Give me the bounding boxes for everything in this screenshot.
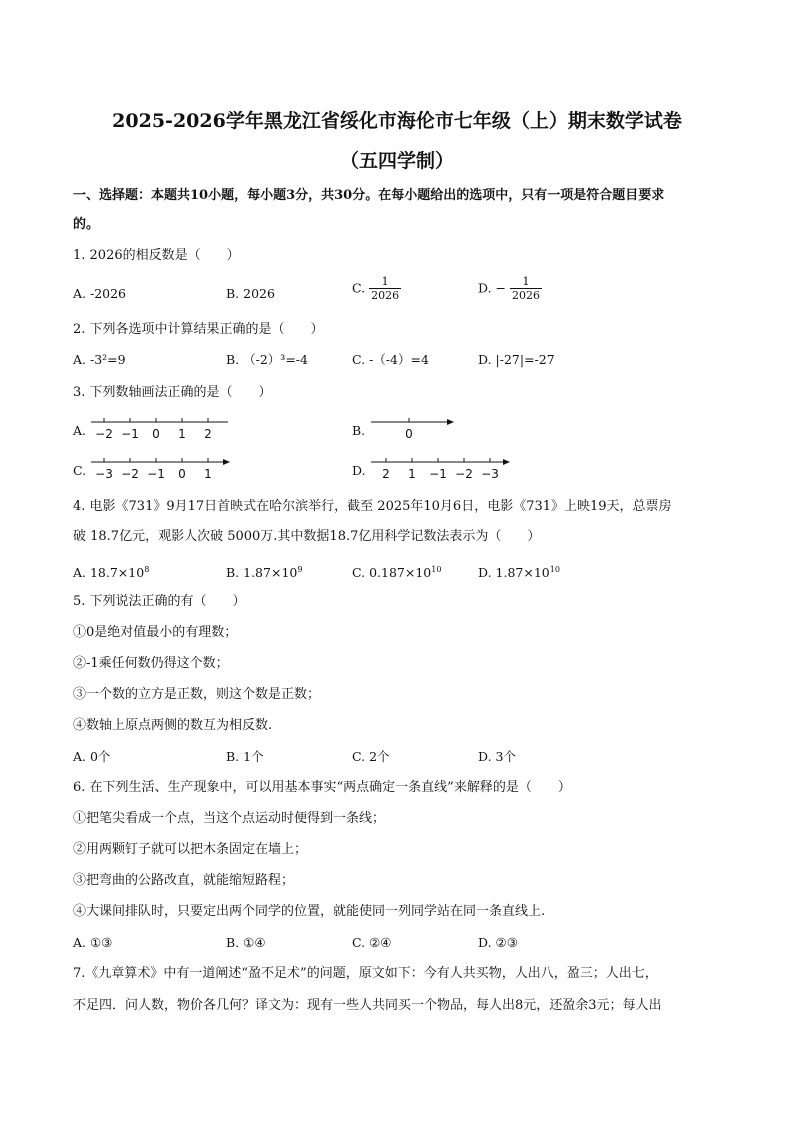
q4-stem-line1: 4. 电影《731》9月17日首映式在哈尔滨举行，截至 2025年10月6日，电影《731》上映19天，总票房 <box>73 499 672 514</box>
arrow-head <box>223 459 230 465</box>
q3-option-b-numberline <box>368 412 468 444</box>
q3-stem: 3. 下列数轴画法正确的是（ ） <box>73 385 272 400</box>
q2-stem: 2. 下列各选项中计算结果正确的是（ ） <box>73 322 324 337</box>
q2-option-d: D. |-27|=-27 <box>478 352 555 367</box>
arrow-head <box>503 459 510 465</box>
fraction-denominator: 2026 <box>511 289 540 302</box>
q5-option-b: B. 1个 <box>226 749 264 764</box>
q3-option-d-label: D. <box>352 463 366 478</box>
q1-option-d <box>478 275 542 302</box>
tick-label: −3 <box>95 467 113 481</box>
q7-stem-line1: 7.《九章算术》中有一道阐述“盈不足术”的问题，原文如下：今有人共买物，人出八，盈三；人出七， <box>73 966 658 981</box>
tick-label: −2 <box>455 467 473 481</box>
q5-option-a: A. 0个 <box>73 749 111 764</box>
tick-label: 2 <box>382 467 390 481</box>
fraction-numerator: 1 <box>522 275 530 288</box>
q4-option-b: B. $1.87\times 10^9$ <box>226 565 303 580</box>
q4-option-d: D. $1.87\times 10^{10}$ <box>478 565 560 580</box>
q5-statement-4: ④数轴上原点两侧的数互为相反数. <box>73 718 273 733</box>
q5-statement-3: ③一个数的立方是正数，则这个数是正数； <box>73 687 321 702</box>
page-subtitle: （五四学制） <box>339 150 454 172</box>
tick-label: −1 <box>121 427 139 441</box>
q7-stem-line2: 不足四．问人数，物价各几何？译文为：现有一些人共同买一个物品，每人出8元，还盈余3元；每人出 <box>73 998 662 1013</box>
q1-option-b: B. 2026 <box>226 286 275 301</box>
q3-option-d-numberline <box>368 452 518 484</box>
q1-option-c-fraction <box>369 275 401 302</box>
tick-label: 1 <box>178 427 186 441</box>
section-heading: 一、选择题：本题共10小题，每小题3分，共30分。在每小题给出的选项中，只有一项是符合题目要求 <box>73 188 665 203</box>
q2-option-c: C. -（-4）=4 <box>352 352 429 367</box>
q6-option-d: D. ②③ <box>478 935 518 950</box>
q5-option-c: C. 2个 <box>352 749 390 764</box>
fraction-denominator: 2026 <box>371 289 400 302</box>
q5-statement-1: ①0是绝对值最小的有理数； <box>73 625 238 640</box>
q4-stem-line2: 破 18.7亿元，观影人次破 5000万.其中数据18.7亿用科学记数法表示为（ ） <box>73 529 541 544</box>
q3-option-c-numberline <box>88 452 238 484</box>
q5-stem: 5. 下列说法正确的有（ ） <box>73 594 246 609</box>
q1-option-a: A. -2026 <box>73 286 127 301</box>
q1-option-d-label: D. − <box>478 280 506 296</box>
tick-label: −3 <box>481 467 499 481</box>
q6-option-c: C. ②④ <box>352 935 392 950</box>
tick-label: 0 <box>152 427 160 441</box>
q3-option-a-numberline <box>88 412 238 444</box>
q1-stem: 1. 2026的相反数是（ ） <box>73 248 240 263</box>
tick-label: −2 <box>95 427 113 441</box>
tick-label: 0 <box>178 467 186 481</box>
tick-label: −2 <box>121 467 139 481</box>
section-heading-cont: 的。 <box>73 217 100 232</box>
tick-label: 1 <box>408 467 416 481</box>
q1-option-c <box>352 275 401 302</box>
q3-option-c-label: C. <box>73 463 87 478</box>
q6-stem: 6. 在下列生活、生产现象中，可以用基本事实“两点确定一条直线”来解释的是（ ） <box>73 780 571 795</box>
tick-label: −1 <box>429 467 447 481</box>
q5-option-d: D. 3个 <box>478 749 516 764</box>
arrow-head <box>447 419 454 425</box>
q1-option-c-label: C. <box>352 280 366 296</box>
q6-statement-4: ④大课间排队时，只要定出两个同学的位置，就能使同一列同学站在同一条直线上. <box>73 904 546 919</box>
q3-option-b-label: B. <box>352 423 366 438</box>
tick-label: 1 <box>204 467 212 481</box>
q2-option-a: A. -3²=9 <box>73 352 126 367</box>
q5-statement-2: ②-1乘任何数仍得这个数； <box>73 656 229 671</box>
page-title: 2025-2026学年黑龙江省绥化市海伦市七年级（上）期末数学试卷 <box>112 110 682 132</box>
q6-option-b: B. ①④ <box>226 935 266 950</box>
q2-option-b: B. （-2）³=-4 <box>226 352 308 367</box>
q6-statement-1: ①把笔尖看成一个点，当这个点运动时便得到一条线； <box>73 811 386 826</box>
q4-option-a: A. $18.7\times 10^8$ <box>73 565 150 580</box>
q6-statement-2: ②用两颗钉子就可以把木条固定在墙上； <box>73 842 308 857</box>
q1-option-d-fraction <box>510 275 542 302</box>
tick-label: 2 <box>204 427 212 441</box>
q3-option-a-label: A. <box>73 423 87 438</box>
tick-label: −1 <box>147 467 165 481</box>
q4-option-c: C. $0.187\times 10^{10}$ <box>352 565 442 580</box>
fraction-numerator: 1 <box>381 275 389 288</box>
q6-option-a: A. ①③ <box>73 935 113 950</box>
q6-statement-3: ③把弯曲的公路改直，就能缩短路程； <box>73 873 295 888</box>
tick-label: 0 <box>405 427 413 441</box>
